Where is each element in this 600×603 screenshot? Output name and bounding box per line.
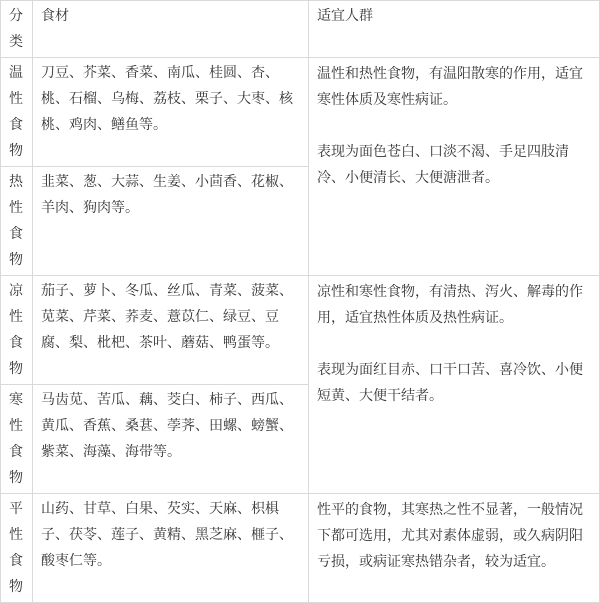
header-crowd: 适宜人群 bbox=[309, 1, 600, 58]
header-row bbox=[1, 1, 600, 58]
row-cool bbox=[1, 276, 600, 385]
crowd-neutral-text: 性平的食物，其寒热之性不显著，一般情况下都可选用，尤其对素体虚弱，或久病阴阳亏损，或病证寒热错杂者，较为适宜。 bbox=[317, 502, 583, 570]
row-warm bbox=[1, 58, 600, 167]
header-food: 食材 bbox=[33, 1, 309, 58]
crowd-cool-cold-symptoms: 表现为面红目赤、口干口苦、喜冷饮、小便短黄、大便干结者。 bbox=[317, 362, 583, 404]
header-category: 分类 bbox=[9, 8, 23, 50]
header-category-cell bbox=[1, 1, 33, 58]
food-neutral: 山药、甘草、白果、芡实、天麻、枳椇子、茯苓、莲子、黄精、黑芝麻、榧子、酸枣仁等。 bbox=[33, 494, 309, 603]
crowd-warm-hot bbox=[309, 58, 600, 276]
food-hot: 韭菜、葱、大蒜、生姜、小茴香、花椒、羊肉、狗肉等。 bbox=[33, 167, 309, 276]
crowd-cool-cold bbox=[309, 276, 600, 494]
category-cold: 寒性食物 bbox=[1, 385, 33, 494]
food-cold: 马齿苋、苦瓜、藕、茭白、柿子、西瓜、黄瓜、香蕉、桑葚、荸荠、田螺、螃蟹、紫菜、海藻、海带等。 bbox=[33, 385, 309, 494]
crowd-warm-hot-symptoms: 表现为面色苍白、口淡不渴、手足四肢清冷、小便清长、大便溏泄者。 bbox=[317, 144, 569, 186]
food-warm: 刀豆、芥菜、香菜、南瓜、桂圆、杏、桃、石榴、乌梅、荔枝、栗子、大枣、核桃、鸡肉、鳝鱼等。 bbox=[33, 58, 309, 167]
crowd-warm-hot-effect: 温性和热性食物，有温阳散寒的作用，适宜寒性体质及寒性病证。 bbox=[317, 66, 583, 108]
row-neutral bbox=[1, 494, 600, 603]
crowd-cool-cold-effect: 凉性和寒性食物，有清热、泻火、解毒的作用，适宜热性体质及热性病证。 bbox=[317, 284, 583, 326]
category-neutral: 平性食物 bbox=[1, 494, 33, 603]
crowd-neutral bbox=[309, 494, 600, 603]
category-cool: 凉性食物 bbox=[1, 276, 33, 385]
food-cool: 茄子、萝卜、冬瓜、丝瓜、青菜、菠菜、苋菜、芹菜、荞麦、薏苡仁、绿豆、豆腐、梨、枇杷、茶叶、蘑菇、鸭蛋等。 bbox=[33, 276, 309, 385]
category-hot: 热性食物 bbox=[1, 167, 33, 276]
category-warm: 温性食物 bbox=[1, 58, 33, 167]
